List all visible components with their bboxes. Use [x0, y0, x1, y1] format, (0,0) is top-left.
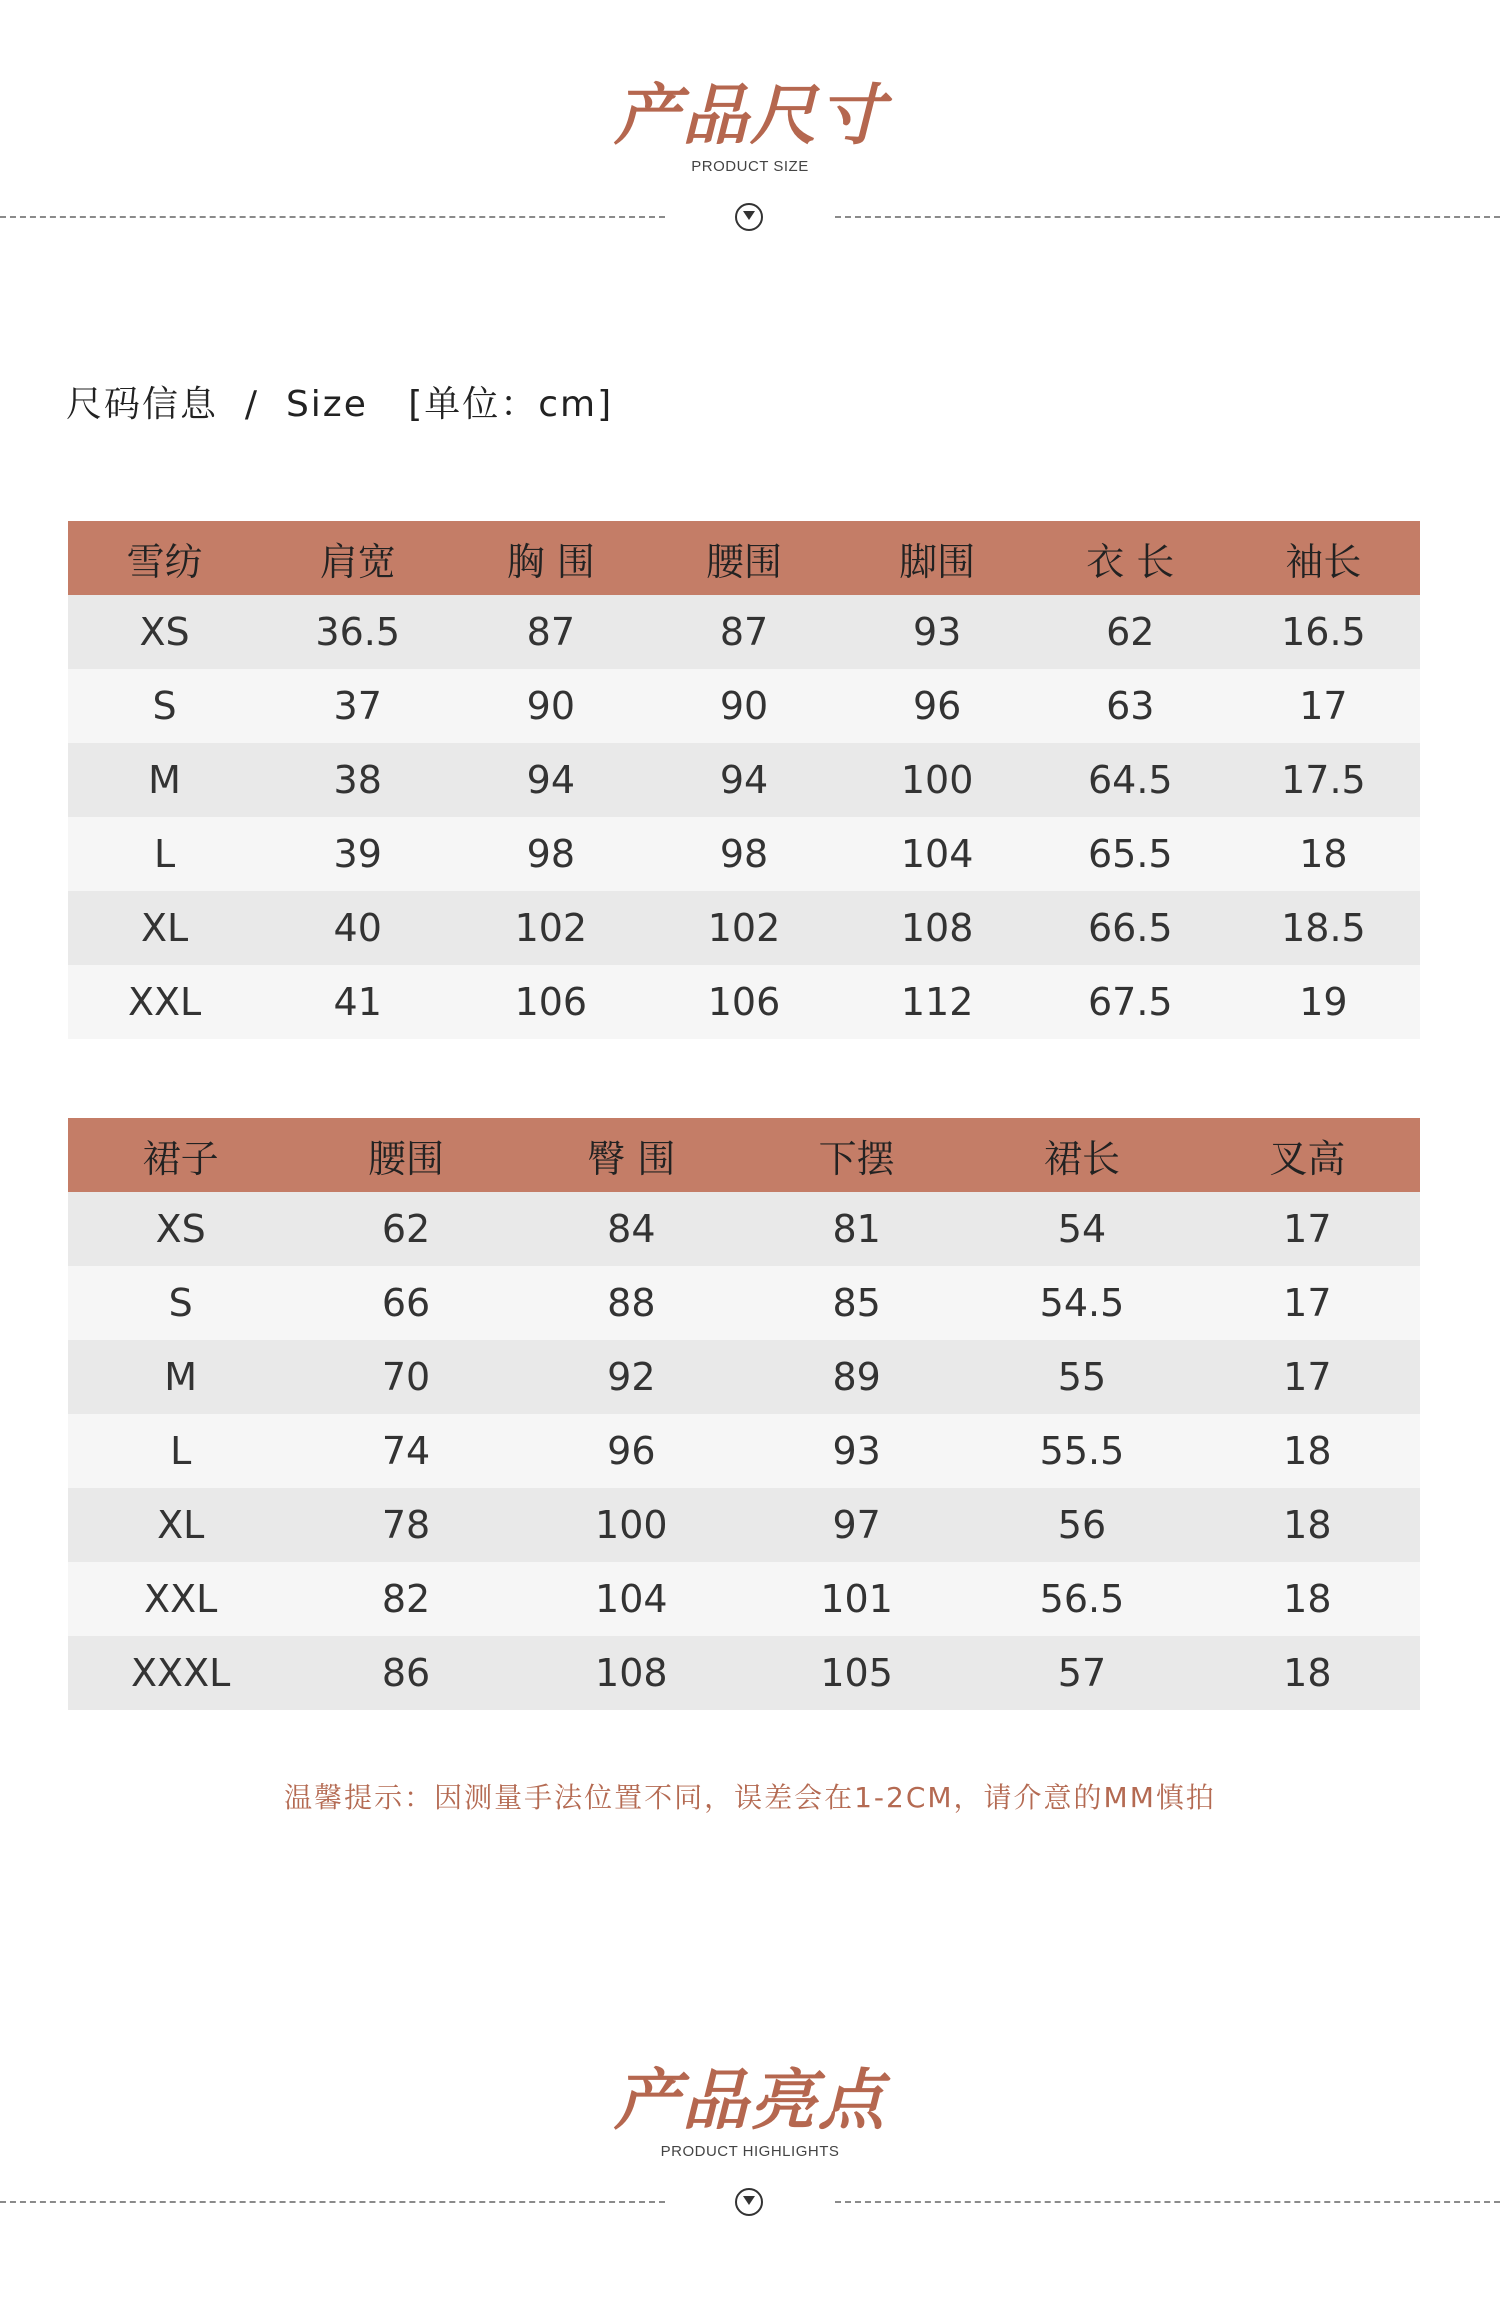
measurement-cell: 18 [1195, 1488, 1420, 1562]
measurement-cell: 18 [1195, 1636, 1420, 1710]
table-row [68, 595, 1420, 669]
measurement-cell: 98 [647, 817, 840, 891]
measurement-cell: 112 [841, 965, 1034, 1039]
measurement-cell: 78 [293, 1488, 518, 1562]
measurement-cell: 62 [293, 1192, 518, 1266]
measurement-cell: 70 [293, 1340, 518, 1414]
table-header-cell: 臀 围 [519, 1118, 744, 1192]
measurement-cell: 105 [744, 1636, 969, 1710]
measurement-cell: 108 [519, 1636, 744, 1710]
measurement-cell: 108 [841, 891, 1034, 965]
measurement-cell: 93 [841, 595, 1034, 669]
measurement-cell: 67.5 [1034, 965, 1227, 1039]
measurement-cell: 81 [744, 1192, 969, 1266]
table-header-cell: 肩宽 [261, 521, 454, 595]
measurement-cell: 54.5 [969, 1266, 1194, 1340]
measurement-cell: 66 [293, 1266, 518, 1340]
table-header-cell: 下摆 [744, 1118, 969, 1192]
table-header-cell: 雪纺 [68, 521, 261, 595]
measurement-cell: 17 [1195, 1266, 1420, 1340]
table-row [68, 1562, 1420, 1636]
table-header-cell: 叉高 [1195, 1118, 1420, 1192]
measurement-tip: 温馨提示：因测量手法位置不同，误差会在1-2CM，请介意的MM慎拍 [284, 1781, 1216, 1814]
measurement-cell: 100 [841, 743, 1034, 817]
size-label-cell: M [68, 1340, 293, 1414]
measurement-cell: 55.5 [969, 1414, 1194, 1488]
measurement-cell: 56 [969, 1488, 1194, 1562]
measurement-cell: 93 [744, 1414, 969, 1488]
table-header-cell: 脚围 [841, 521, 1034, 595]
measurement-cell: 17 [1227, 669, 1420, 743]
size-label-cell: M [68, 743, 261, 817]
measurement-cell: 106 [454, 965, 647, 1039]
measurement-cell: 40 [261, 891, 454, 965]
divider-line-left [0, 216, 665, 218]
measurement-cell: 98 [454, 817, 647, 891]
measurement-cell: 100 [519, 1488, 744, 1562]
section-subtitle: PRODUCT SIZE [691, 158, 809, 175]
measurement-cell: 64.5 [1034, 743, 1227, 817]
table-row [68, 743, 1420, 817]
measurement-cell: 102 [647, 891, 840, 965]
measurement-cell: 37 [261, 669, 454, 743]
measurement-cell: 90 [647, 669, 840, 743]
table-header-cell: 袖长 [1227, 521, 1420, 595]
measurement-cell: 87 [647, 595, 840, 669]
size-info-label: 尺码信息 [66, 384, 219, 425]
measurement-cell: 94 [647, 743, 840, 817]
size-table-skirt [68, 1118, 1420, 1710]
measurement-cell: 86 [293, 1636, 518, 1710]
measurement-cell: 96 [519, 1414, 744, 1488]
measurement-cell: 97 [744, 1488, 969, 1562]
table-header-cell: 裙子 [68, 1118, 293, 1192]
divider-line-right [835, 2201, 1500, 2203]
measurement-cell: 74 [293, 1414, 518, 1488]
divider-line-right [835, 216, 1500, 218]
measurement-cell: 96 [841, 669, 1034, 743]
measurement-cell: 18 [1195, 1562, 1420, 1636]
size-label-cell: XXL [68, 1562, 293, 1636]
section-subtitle: PRODUCT HIGHLIGHTS [660, 2143, 840, 2160]
size-label-cell: XXXL [68, 1636, 293, 1710]
table-header-row [68, 1118, 1420, 1192]
measurement-cell: 18.5 [1227, 891, 1420, 965]
measurement-cell: 54 [969, 1192, 1194, 1266]
table-header-cell: 衣 长 [1034, 521, 1227, 595]
size-info-size: Size [285, 384, 368, 425]
measurement-cell: 88 [519, 1266, 744, 1340]
measurement-cell: 18 [1227, 817, 1420, 891]
measurement-cell: 38 [261, 743, 454, 817]
size-info-separator: / [244, 384, 260, 425]
measurement-cell: 57 [969, 1636, 1194, 1710]
size-label-cell: L [68, 817, 261, 891]
size-table-top [68, 521, 1420, 1039]
measurement-cell: 41 [261, 965, 454, 1039]
size-info-line [66, 376, 613, 427]
measurement-cell: 84 [519, 1192, 744, 1266]
measurement-cell: 90 [454, 669, 647, 743]
chevron-down-circle-icon [735, 2188, 763, 2216]
table-row [68, 1636, 1420, 1710]
measurement-cell: 19 [1227, 965, 1420, 1039]
measurement-cell: 36.5 [261, 595, 454, 669]
chevron-down-circle-icon [735, 203, 763, 231]
measurement-cell: 56.5 [969, 1562, 1194, 1636]
divider-line-left [0, 2201, 665, 2203]
measurement-cell: 17 [1195, 1192, 1420, 1266]
table-row [68, 817, 1420, 891]
measurement-cell: 104 [519, 1562, 744, 1636]
measurement-cell: 101 [744, 1562, 969, 1636]
table-row [68, 1266, 1420, 1340]
measurement-cell: 17 [1195, 1340, 1420, 1414]
size-label-cell: L [68, 1414, 293, 1488]
table-row [68, 669, 1420, 743]
measurement-cell: 66.5 [1034, 891, 1227, 965]
measurement-cell: 87 [454, 595, 647, 669]
measurement-cell: 82 [293, 1562, 518, 1636]
table-row [68, 1414, 1420, 1488]
measurement-cell: 18 [1195, 1414, 1420, 1488]
table-header-cell: 腰围 [647, 521, 840, 595]
measurement-cell: 92 [519, 1340, 744, 1414]
measurement-cell: 89 [744, 1340, 969, 1414]
measurement-cell: 65.5 [1034, 817, 1227, 891]
measurement-cell: 62 [1034, 595, 1227, 669]
measurement-cell: 63 [1034, 669, 1227, 743]
table-row [68, 965, 1420, 1039]
section-title: 产品亮点 [614, 2062, 886, 2139]
measurement-cell: 55 [969, 1340, 1194, 1414]
measurement-cell: 39 [261, 817, 454, 891]
measurement-cell: 94 [454, 743, 647, 817]
measurement-cell: 17.5 [1227, 743, 1420, 817]
table-row [68, 891, 1420, 965]
size-label-cell: S [68, 1266, 293, 1340]
table-row [68, 1488, 1420, 1562]
size-info-unit: [单位：cm] [408, 384, 614, 425]
table-header-row [68, 521, 1420, 595]
size-label-cell: XXL [68, 965, 261, 1039]
measurement-cell: 104 [841, 817, 1034, 891]
size-label-cell: S [68, 669, 261, 743]
table-header-cell: 胸 围 [454, 521, 647, 595]
measurement-cell: 16.5 [1227, 595, 1420, 669]
table-row [68, 1192, 1420, 1266]
measurement-cell: 85 [744, 1266, 969, 1340]
size-label-cell: XS [68, 595, 261, 669]
measurement-cell: 106 [647, 965, 840, 1039]
table-row [68, 1340, 1420, 1414]
measurement-cell: 102 [454, 891, 647, 965]
size-label-cell: XS [68, 1192, 293, 1266]
size-label-cell: XL [68, 891, 261, 965]
section-title: 产品尺寸 [614, 77, 886, 154]
table-header-cell: 裙长 [969, 1118, 1194, 1192]
table-header-cell: 腰围 [293, 1118, 518, 1192]
size-label-cell: XL [68, 1488, 293, 1562]
